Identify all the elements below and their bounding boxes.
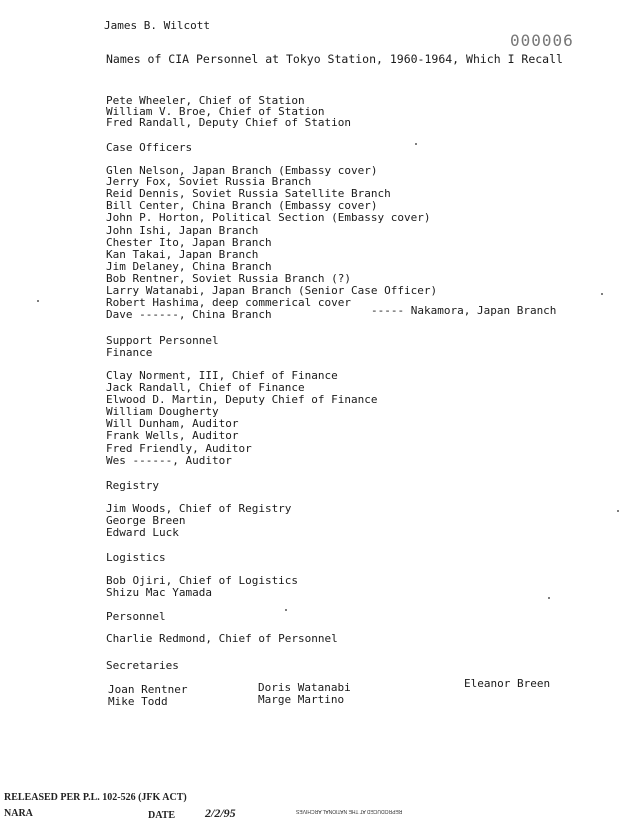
- secretary-name: Mike Todd: [108, 695, 168, 708]
- registry-line: Edward Luck: [106, 526, 179, 539]
- finance-line: Fred Friendly, Auditor: [106, 442, 252, 455]
- case-officer-extra: ----- Nakamora, Japan Branch: [371, 304, 557, 317]
- section-heading-secretaries: Secretaries: [106, 659, 179, 672]
- author-name: James B. Wilcott: [104, 19, 210, 32]
- finance-line: William Dougherty: [106, 405, 219, 418]
- case-officer-line: Robert Hashima, deep commerical cover: [106, 296, 352, 309]
- case-officer-line: Reid Dennis, Soviet Russia Satellite Branch: [106, 187, 391, 200]
- archives-reproduction-mark: REPRODUCED AT THE NATIONAL ARCHIVES: [296, 808, 403, 814]
- section-heading-logistics: Logistics: [106, 551, 166, 564]
- secretary-name: Marge Martino: [258, 693, 345, 706]
- case-officer-line: John P. Horton, Political Section (Embassy cover): [106, 211, 431, 224]
- document-title: Names of CIA Personnel at Tokyo Station, 1960-1964, Which I Recall: [106, 52, 563, 66]
- leadership-line: Pete Wheeler, Chief of Station: [106, 94, 305, 107]
- secretary-name: Doris Watanabi: [258, 681, 351, 694]
- section-heading-registry: Registry: [106, 479, 159, 492]
- case-officer-line: Jerry Fox, Soviet Russia Branch: [106, 175, 312, 188]
- case-officer-line: Larry Watanabi, Japan Branch (Senior Case Officer): [106, 284, 438, 297]
- section-heading-personnel: Personnel: [106, 610, 166, 623]
- logistics-line: Bob Ojiri, Chief of Logistics: [106, 574, 299, 587]
- section-heading-support: Support Personnel: [106, 334, 219, 347]
- registry-line: Jim Woods, Chief of Registry: [106, 502, 292, 515]
- section-heading-case-officers: Case Officers: [106, 141, 193, 154]
- logistics-line: Shizu Mac Yamada: [106, 586, 212, 599]
- finance-line: Elwood D. Martin, Deputy Chief of Finance: [106, 393, 378, 406]
- case-officer-line: Jim Delaney, China Branch: [106, 260, 272, 273]
- finance-line: Wes ------, Auditor: [106, 454, 232, 467]
- case-officer-line: Kan Takai, Japan Branch: [106, 248, 259, 261]
- registry-line: George Breen: [106, 514, 186, 527]
- case-officer-line: Chester Ito, Japan Branch: [106, 236, 272, 249]
- personnel-line: Charlie Redmond, Chief of Personnel: [106, 632, 338, 645]
- leadership-line: Fred Randall, Deputy Chief of Station: [106, 116, 352, 129]
- section-heading-finance: Finance: [106, 346, 153, 359]
- scan-speck: [548, 597, 550, 599]
- leadership-line: William V. Broe, Chief of Station: [106, 105, 325, 118]
- scan-speck: [415, 143, 417, 145]
- finance-line: Will Dunham, Auditor: [106, 417, 239, 430]
- secretary-name: Joan Rentner: [108, 683, 188, 696]
- date-value: 2/2/95: [205, 806, 236, 820]
- case-officer-line: Dave ------, China Branch: [106, 308, 272, 321]
- date-label: DATE: [148, 810, 176, 821]
- finance-line: Jack Randall, Chief of Finance: [106, 381, 305, 394]
- case-officer-line: John Ishi, Japan Branch: [106, 224, 259, 237]
- scan-speck: [617, 510, 619, 512]
- release-stamp: RELEASED PER P.L. 102-526 (JFK ACT): [4, 792, 187, 803]
- case-officer-line: Glen Nelson, Japan Branch (Embassy cover): [106, 164, 378, 177]
- scan-speck: [285, 609, 287, 611]
- scan-speck: [601, 293, 603, 295]
- scan-speck: [37, 300, 39, 302]
- nara-stamp: NARA: [4, 808, 33, 819]
- case-officer-line: Bill Center, China Branch (Embassy cover): [106, 199, 378, 212]
- finance-line: Frank Wells, Auditor: [106, 429, 239, 442]
- secretary-name: Eleanor Breen: [464, 677, 551, 690]
- finance-line: Clay Norment, III, Chief of Finance: [106, 369, 338, 382]
- document-number: 000006: [510, 31, 574, 50]
- case-officer-line: Bob Rentner, Soviet Russia Branch (?): [106, 272, 352, 285]
